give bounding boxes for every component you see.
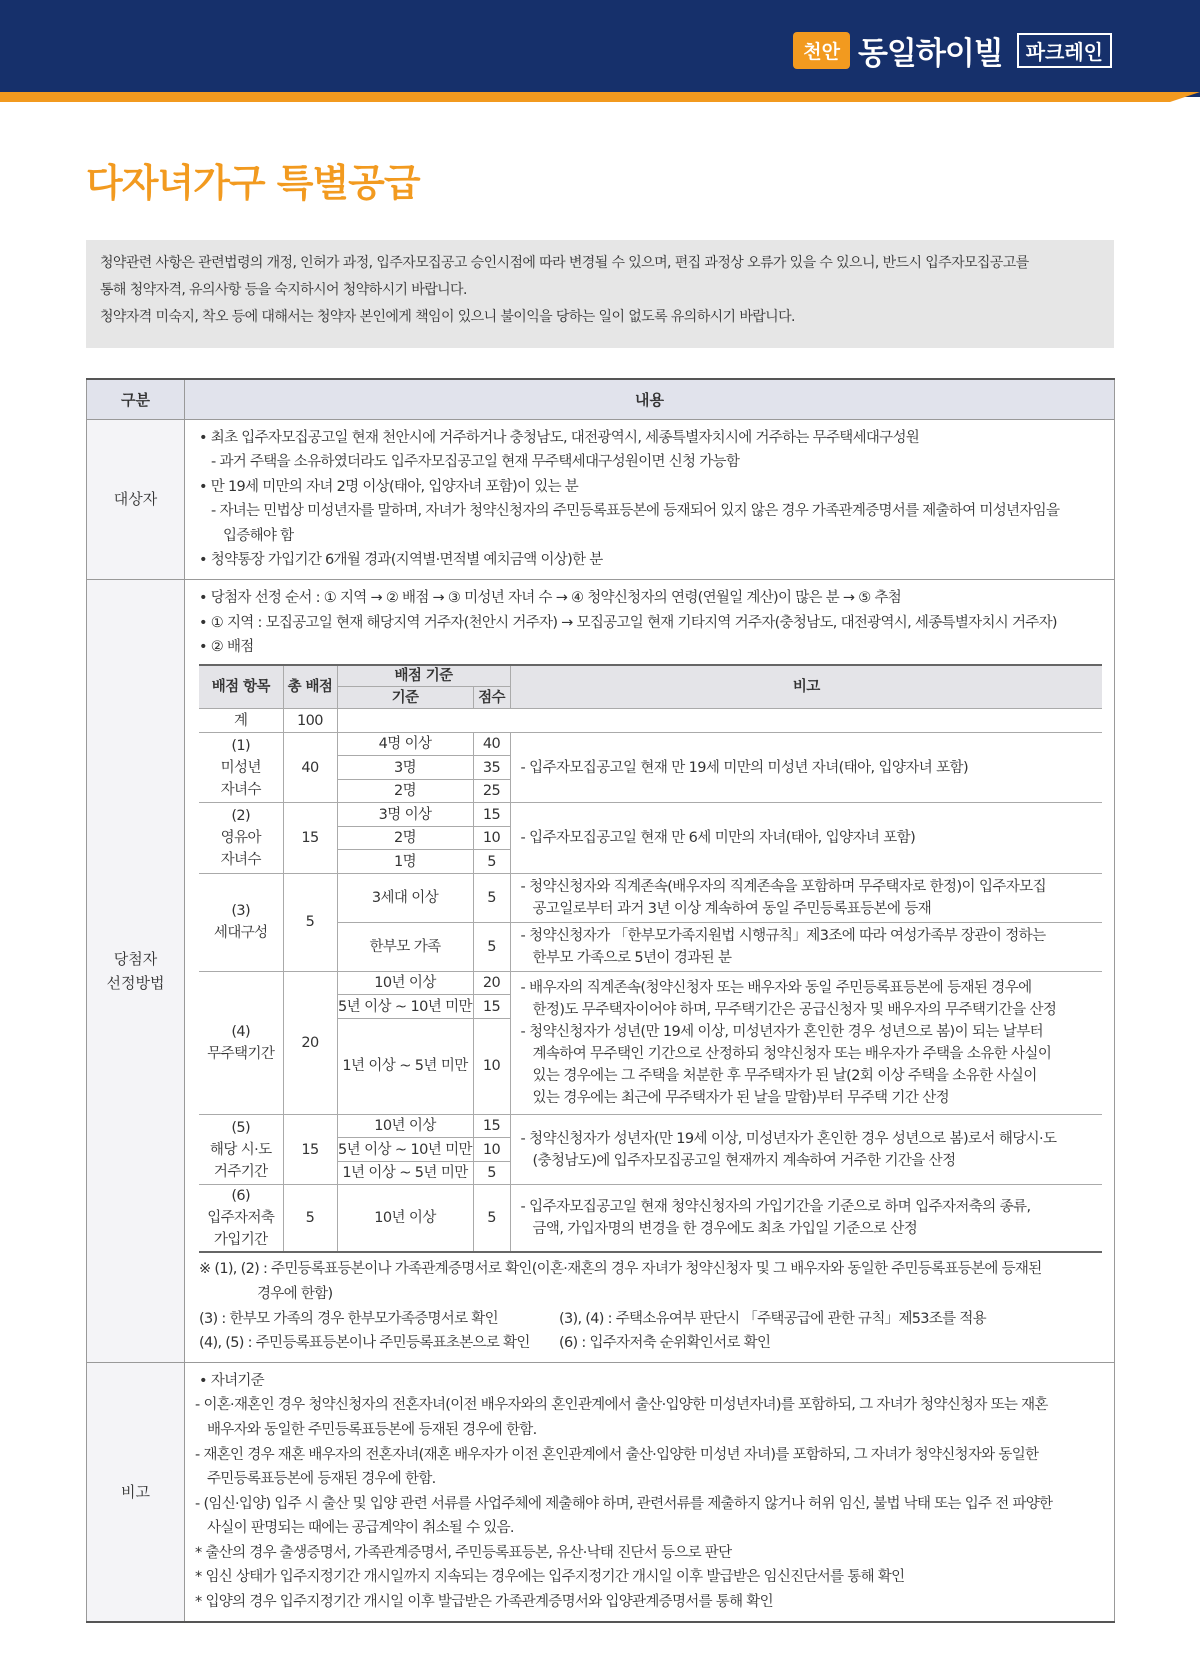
score-note: - 청약신청자와 직계존속(배우자의 직계존속을 포함하며 무주택자로 한정)이 입주자모집 공고일로부터 과거 3년 이상 계속하여 동일 주민등록표등본에 등재 bbox=[510, 873, 1102, 922]
score-criterion: 3명 bbox=[337, 756, 473, 780]
table-row bbox=[199, 971, 1102, 995]
score-table bbox=[199, 664, 1102, 1254]
list-item: • 최초 입주자모집공고일 현재 천안시에 거주하거나 충청남도, 대전광역시, 세종특별자치시에 거주하는 무주택세대구성원 bbox=[199, 429, 920, 446]
list-item: - 과거 주택을 소유하였더라도 입주자모집공고일 현재 무주택세대구성원이면 신청 가능함 bbox=[211, 454, 740, 471]
score-criterion: 1년 이상 ~ 5년 미만 bbox=[337, 1161, 473, 1185]
score-note: - 청약신청자가 「한부모가족지원법 시행규칙」제3조에 따라 여성가족부 장관이 정하는 한부모 가족으로 5년이 경과된 분 bbox=[510, 922, 1102, 971]
score-head-std: 기준 bbox=[337, 687, 473, 709]
list-item: - (임신·입양) 입주 시 출산 및 입양 관련 서류를 사업주체에 제출해야 하며, 관련서류를 제출하지 않거나 허위 임신, 불법 낙태 또는 입주 전 파양한 bbox=[195, 1495, 1053, 1512]
score-head-note: 비고 bbox=[510, 665, 1102, 709]
score-points: 20 bbox=[473, 971, 510, 995]
score-points: 10 bbox=[473, 826, 510, 850]
col-head-content: 내용 bbox=[185, 379, 1115, 419]
row-label-remarks: 비고 bbox=[87, 1362, 185, 1621]
list-item: * 임신 상태가 입주지정기간 개시일까지 지속되는 경우에는 입주지정기간 개시일 이후 발급받은 임신진단서를 통해 확인 bbox=[195, 1569, 905, 1586]
score-head-item: 배점 항목 bbox=[199, 665, 283, 709]
score-criterion: 5년 이상 ~ 10년 미만 bbox=[337, 1138, 473, 1162]
list-item: • 만 19세 미만의 자녀 2명 이상(태아, 입양자녀 포함)이 있는 분 bbox=[199, 478, 579, 495]
score-criterion: 2명 bbox=[337, 779, 473, 803]
score-criterion: 4명 이상 bbox=[337, 732, 473, 756]
col-head-category: 구분 bbox=[87, 379, 185, 419]
score-total: 15 bbox=[283, 803, 337, 874]
row-remarks bbox=[87, 1362, 1115, 1621]
footnote: ※ (1), (2) : 주민등록표등본이나 가족관계증명서로 확인(이혼·재혼의 경우 자녀가 청약신청자 및 그 배우자와 동일한 주민등록표등본에 등재된 bbox=[199, 1261, 1042, 1278]
score-criterion: 한부모 가족 bbox=[337, 922, 473, 971]
target-content bbox=[185, 419, 1115, 580]
score-total: 5 bbox=[283, 1185, 337, 1253]
score-criterion: 3명 이상 bbox=[337, 803, 473, 827]
list-item: 사실이 판명되는 때에는 공급계약이 취소될 수 있음. bbox=[207, 1520, 514, 1537]
score-item: (6) 입주자저축 가입기간 bbox=[199, 1185, 283, 1253]
row-label-selection bbox=[87, 580, 185, 1363]
score-criterion: 2명 bbox=[337, 826, 473, 850]
list-item: • ① 지역 : 모집공고일 현재 해당지역 거주자(천안시 거주자) → 모집공고일 현재 기타지역 거주자(충청남도, 대전광역시, 세종특별자치시 거주자) bbox=[199, 614, 1057, 631]
score-criterion: 10년 이상 bbox=[337, 971, 473, 995]
score-points: 15 bbox=[473, 1114, 510, 1138]
score-note: - 배우자의 직계존속(청약신청자 또는 배우자와 동일 주민등록표등본에 등재된 경우에 한정)도 무주택자이어야 하며, 무주택기간은 공급신청자 및 배우자의 무주택기간을 산정 - 청약신청자가 성년(만 19세 이상, 미성년자가 혼인한 경우 성년으로 봄)이 되는 날부터 계속하여 무주택인 기간으로 산정하되 청약신청자 또는 배우자가 주택을 소유한 사실이 있는 경우에는 그 주택을 처분한 후 무주택자가 된 날(2회 이상 주택을 소유한 사실이 있는 경우에는 최근에 무주택자가 된 날을 말함)부터 무주택 기간 산정 bbox=[510, 971, 1102, 1114]
score-note: - 입주자모집공고일 현재 청약신청자의 가입기간을 기준으로 하며 입주자저축의 종류, 금액, 가입자명의 변경을 한 경우에도 최초 가입일 기준으로 산정 bbox=[510, 1185, 1102, 1253]
list-item: 배우자와 동일한 주민등록표등본에 등재된 경우에 한함. bbox=[207, 1421, 537, 1438]
table-row bbox=[199, 1185, 1102, 1253]
score-item: (2) 영유아 자녀수 bbox=[199, 803, 283, 874]
remarks-content bbox=[185, 1362, 1115, 1621]
score-points: 10 bbox=[473, 1018, 510, 1114]
score-item: (3) 세대구성 bbox=[199, 873, 283, 971]
score-total: 20 bbox=[283, 971, 337, 1114]
footnote: 경우에 한함) bbox=[257, 1285, 333, 1302]
list-item: • 자녀기준 bbox=[199, 1372, 264, 1389]
score-criterion: 5년 이상 ~ 10년 미만 bbox=[337, 995, 473, 1019]
brand-logo bbox=[793, 30, 1112, 70]
row-label-line: 선정방법 bbox=[106, 973, 165, 992]
row-target bbox=[87, 419, 1115, 580]
list-item: - 자녀는 민법상 미성년자를 말하며, 자녀가 청약신청자의 주민등록표등본에 등재되어 있지 않은 경우 가족관계증명서를 제출하여 미성년자임을 bbox=[211, 503, 1060, 520]
score-item: (5) 해당 시·도 거주기간 bbox=[199, 1114, 283, 1185]
score-criterion: 10년 이상 bbox=[337, 1185, 473, 1253]
score-points: 25 bbox=[473, 779, 510, 803]
brand-sub: 파크레인 bbox=[1017, 33, 1112, 68]
table-row bbox=[199, 873, 1102, 922]
list-item: • 당첨자 선정 순서 : ① 지역 → ② 배점 → ③ 미성년 자녀 수 → ④ 청약신청자의 연령(연월일 계산)이 많은 분 → ⑤ 추첨 bbox=[199, 590, 902, 607]
list-item: 입증해야 함 bbox=[223, 527, 294, 544]
score-head-criteria: 배점 기준 bbox=[337, 665, 510, 687]
score-sum-label: 계 bbox=[199, 709, 283, 733]
list-item: - 이혼·재혼인 경우 청약신청자의 전혼자녀(이전 배우자와의 혼인관계에서 출산·입양한 미성년자녀)를 포함하되, 그 자녀가 청약신청자 또는 재혼 bbox=[195, 1397, 1048, 1414]
score-points: 5 bbox=[473, 1185, 510, 1253]
notice-line: 청약자격 미숙지, 착오 등에 대해서는 청약자 본인에게 책임이 있으니 불이익을 당하는 일이 없도록 유의하시기 바랍니다. bbox=[100, 309, 795, 325]
score-head-total: 총 배점 bbox=[283, 665, 337, 709]
score-points: 5 bbox=[473, 873, 510, 922]
table-row bbox=[199, 1114, 1102, 1138]
header-accent-stripe bbox=[0, 92, 1200, 102]
score-note: - 입주자모집공고일 현재 만 6세 미만의 자녀(태아, 입양자녀 포함) bbox=[510, 803, 1102, 874]
supply-table bbox=[86, 378, 1115, 1623]
brand-name: 동일하이빌 bbox=[857, 35, 1003, 72]
table-header-row bbox=[87, 379, 1115, 419]
score-points: 35 bbox=[473, 756, 510, 780]
score-head-pts: 점수 bbox=[473, 687, 510, 709]
list-item: * 입양의 경우 입주지정기간 개시일 이후 발급받은 가족관계증명서와 입양관계증명서를 통해 확인 bbox=[195, 1594, 773, 1611]
brand-region: 천안 bbox=[793, 32, 850, 69]
score-criterion: 3세대 이상 bbox=[337, 873, 473, 922]
notice-line: 통해 청약자격, 유의사항 등을 숙지하시어 청약하시기 바랍니다. bbox=[100, 282, 467, 298]
score-note: - 입주자모집공고일 현재 만 19세 미만의 미성년 자녀(태아, 입양자녀 포함) bbox=[510, 732, 1102, 803]
score-points: 5 bbox=[473, 1161, 510, 1185]
score-item: (4) 무주택기간 bbox=[199, 971, 283, 1114]
score-points: 10 bbox=[473, 1138, 510, 1162]
footnote: (4), (5) : 주민등록표등본이나 주민등록표초본으로 확인 (6) : 입주자저축 순위확인서로 확인 bbox=[199, 1335, 771, 1352]
row-selection bbox=[87, 580, 1115, 1363]
list-item: • 청약통장 가입기간 6개월 경과(지역별·면적별 예치금액 이상)한 분 bbox=[199, 552, 603, 569]
page-title: 다자녀가구 특별공급 bbox=[86, 161, 420, 205]
score-total: 5 bbox=[283, 873, 337, 971]
score-note: - 청약신청자가 성년자(만 19세 이상, 미성년자가 혼인한 경우 성년으로 봄)로서 해당시·도 (충청남도)에 입주자모집공고일 현재까지 계속하여 거주한 기간을 산정 bbox=[510, 1114, 1102, 1185]
row-label-line: 당첨자 bbox=[113, 949, 158, 968]
score-criterion: 10년 이상 bbox=[337, 1114, 473, 1138]
list-item: * 출산의 경우 출생증명서, 가족관계증명서, 주민등록표등본, 유산·낙태 진단서 등으로 판단 bbox=[195, 1544, 732, 1561]
score-total: 15 bbox=[283, 1114, 337, 1185]
score-points: 15 bbox=[473, 803, 510, 827]
score-criterion: 1명 bbox=[337, 850, 473, 874]
score-item: (1) 미성년 자녀수 bbox=[199, 732, 283, 803]
score-points: 15 bbox=[473, 995, 510, 1019]
table-row bbox=[199, 732, 1102, 756]
list-item: - 재혼인 경우 재혼 배우자의 전혼자녀(재혼 배우자가 이전 혼인관계에서 출산·입양한 미성년 자녀)를 포함하되, 그 자녀가 청약신청자와 동일한 bbox=[195, 1446, 1039, 1463]
score-points: 5 bbox=[473, 850, 510, 874]
table-row bbox=[199, 803, 1102, 827]
notice-box bbox=[86, 240, 1114, 348]
score-criterion: 1년 이상 ~ 5년 미만 bbox=[337, 1018, 473, 1114]
notice-line: 청약관련 사항은 관련법령의 개정, 인허가 과정, 입주자모집공고 승인시점에 따라 변경될 수 있으며, 편집 과정상 오류가 있을 수 있으니, 반드시 입주자모집공고를 bbox=[100, 255, 1029, 271]
selection-content bbox=[185, 580, 1115, 1363]
row-label-target: 대상자 bbox=[87, 419, 185, 580]
score-total: 40 bbox=[283, 732, 337, 803]
score-sum-row bbox=[199, 709, 1102, 733]
score-sum-total: 100 bbox=[283, 709, 337, 733]
footnote: (3) : 한부모 가족의 경우 한부모가족증명서로 확인 (3), (4) : 주택소유여부 판단시 「주택공급에 관한 규칙」제53조를 적용 bbox=[199, 1310, 986, 1327]
score-points: 5 bbox=[473, 922, 510, 971]
score-points: 40 bbox=[473, 732, 510, 756]
list-item: • ② 배점 bbox=[199, 639, 254, 656]
list-item: 주민등록표등본에 등재된 경우에 한함. bbox=[207, 1471, 436, 1488]
score-footnotes bbox=[199, 1257, 1102, 1355]
